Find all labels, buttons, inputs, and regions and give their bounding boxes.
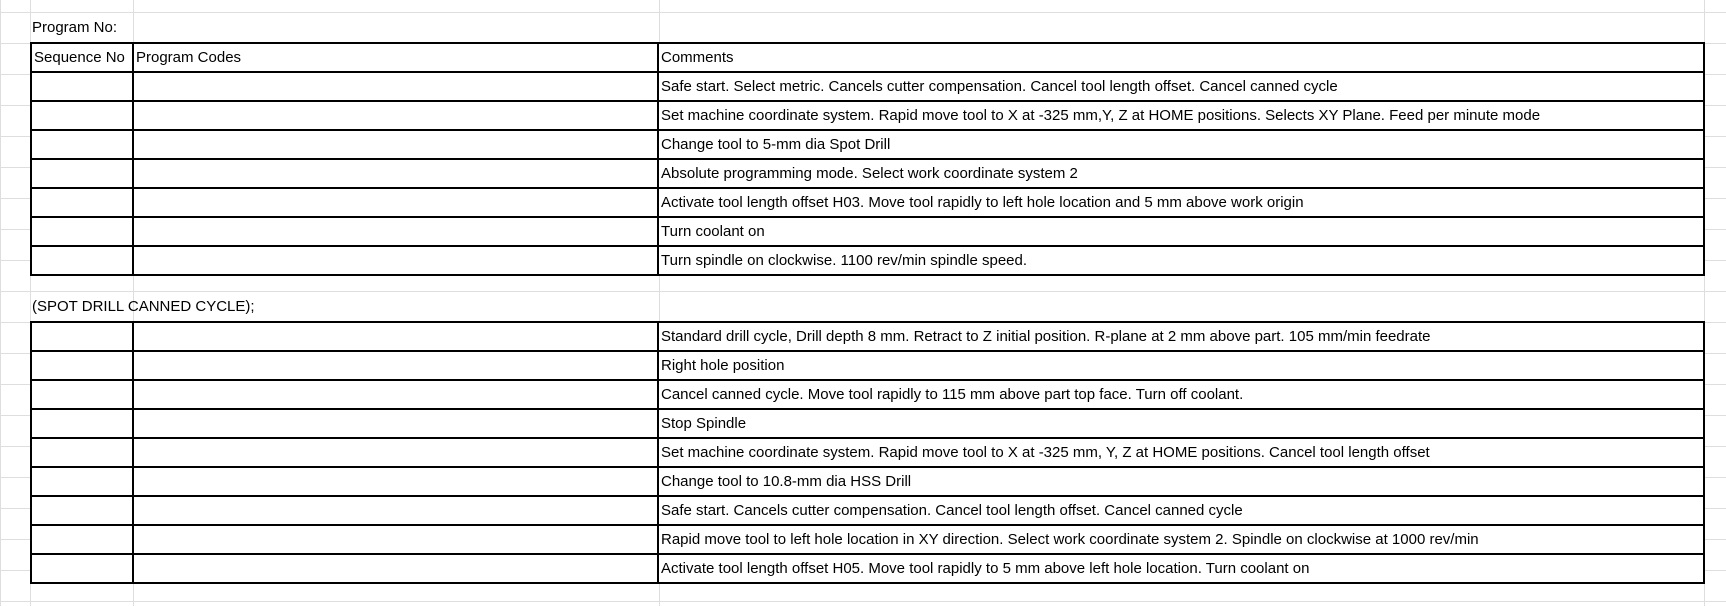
program-code-cell[interactable]	[133, 159, 658, 188]
table-row	[31, 188, 1704, 217]
sequence-no-cell[interactable]	[31, 351, 133, 380]
sequence-no-cell[interactable]	[31, 217, 133, 246]
comment-cell[interactable]: Absolute programming mode. Select work coordinate system 2	[658, 159, 1704, 188]
comment-cell[interactable]: Stop Spindle	[658, 409, 1704, 438]
comment-cell[interactable]: Set machine coordinate system. Rapid move tool to X at -325 mm, Y, Z at HOME positions. Cancel tool length offset	[658, 438, 1704, 467]
sequence-no-cell[interactable]	[31, 322, 133, 351]
comment-cell[interactable]: Activate tool length offset H05. Move tool rapidly to 5 mm above left hole location. Turn coolant on	[658, 554, 1704, 583]
table-row	[31, 159, 1704, 188]
table-row	[31, 438, 1704, 467]
sequence-no-cell[interactable]	[31, 438, 133, 467]
program-code-cell[interactable]	[133, 409, 658, 438]
comment-cell[interactable]: Safe start. Select metric. Cancels cutter compensation. Cancel tool length offset. Cancel canned cycle	[658, 72, 1704, 101]
comment-cell[interactable]: Set machine coordinate system. Rapid move tool to X at -325 mm,Y, Z at HOME positions. Selects XY Plane. Feed per minute mode	[658, 101, 1704, 130]
sequence-no-cell[interactable]	[31, 467, 133, 496]
sequence-no-cell[interactable]	[31, 130, 133, 159]
program-codes-header[interactable]: Program Codes	[133, 43, 658, 72]
table-row	[31, 380, 1704, 409]
table-row	[31, 467, 1704, 496]
program-code-cell[interactable]	[133, 188, 658, 217]
program-code-cell[interactable]	[133, 380, 658, 409]
header-row	[31, 43, 1704, 72]
sequence-no-cell[interactable]	[31, 188, 133, 217]
sequence-no-cell[interactable]	[31, 101, 133, 130]
program-code-cell[interactable]	[133, 246, 658, 275]
program-table-section-2	[30, 321, 1705, 584]
program-code-cell[interactable]	[133, 351, 658, 380]
sequence-no-cell[interactable]	[31, 380, 133, 409]
comment-cell[interactable]: Turn coolant on	[658, 217, 1704, 246]
table-row	[31, 246, 1704, 275]
comment-cell[interactable]: Change tool to 5-mm dia Spot Drill	[658, 130, 1704, 159]
table-row	[31, 72, 1704, 101]
program-code-cell[interactable]	[133, 467, 658, 496]
table-row	[31, 217, 1704, 246]
comment-cell[interactable]: Rapid move tool to left hole location in XY direction. Select work coordinate system 2. Spindle on clockwise at 1000 rev/min	[658, 525, 1704, 554]
program-code-cell[interactable]	[133, 496, 658, 525]
sequence-no-cell[interactable]	[31, 72, 133, 101]
table-row	[31, 351, 1704, 380]
table-row	[31, 322, 1704, 351]
comments-header[interactable]: Comments	[658, 43, 1704, 72]
program-code-cell[interactable]	[133, 101, 658, 130]
table-row	[31, 101, 1704, 130]
table-row	[31, 409, 1704, 438]
program-table-section-1	[30, 42, 1705, 276]
comment-cell[interactable]: Safe start. Cancels cutter compensation. Cancel tool length offset. Cancel canned cycle	[658, 496, 1704, 525]
comment-cell[interactable]: Standard drill cycle, Drill depth 8 mm. Retract to Z initial position. R-plane at 2 mm above part. 105 mm/min feedrate	[658, 322, 1704, 351]
comment-cell[interactable]: Activate tool length offset H03. Move tool rapidly to left hole location and 5 mm above work origin	[658, 188, 1704, 217]
table-row	[31, 130, 1704, 159]
table-row	[31, 554, 1704, 583]
program-code-cell[interactable]	[133, 217, 658, 246]
program-code-cell[interactable]	[133, 438, 658, 467]
sequence-no-cell[interactable]	[31, 159, 133, 188]
sequence-no-cell[interactable]	[31, 246, 133, 275]
program-code-cell[interactable]	[133, 554, 658, 583]
sequence-no-cell[interactable]	[31, 496, 133, 525]
comment-cell[interactable]: Cancel canned cycle. Move tool rapidly to 115 mm above part top face. Turn off coolant.	[658, 380, 1704, 409]
table-row	[31, 525, 1704, 554]
program-code-cell[interactable]	[133, 72, 658, 101]
sequence-no-cell[interactable]	[31, 525, 133, 554]
program-no-label[interactable]: Program No:	[32, 19, 118, 36]
sequence-no-cell[interactable]	[31, 554, 133, 583]
program-code-cell[interactable]	[133, 322, 658, 351]
sequence-no-cell[interactable]	[31, 409, 133, 438]
comment-cell[interactable]: Turn spindle on clockwise. 1100 rev/min spindle speed.	[658, 246, 1704, 275]
program-code-cell[interactable]	[133, 130, 658, 159]
section-label-spot-drill[interactable]: (SPOT DRILL CANNED CYCLE);	[32, 298, 255, 315]
program-code-cell[interactable]	[133, 525, 658, 554]
comment-cell[interactable]: Right hole position	[658, 351, 1704, 380]
sequence-no-header[interactable]: Sequence No	[31, 43, 133, 72]
table-row	[31, 496, 1704, 525]
comment-cell[interactable]: Change tool to 10.8-mm dia HSS Drill	[658, 467, 1704, 496]
